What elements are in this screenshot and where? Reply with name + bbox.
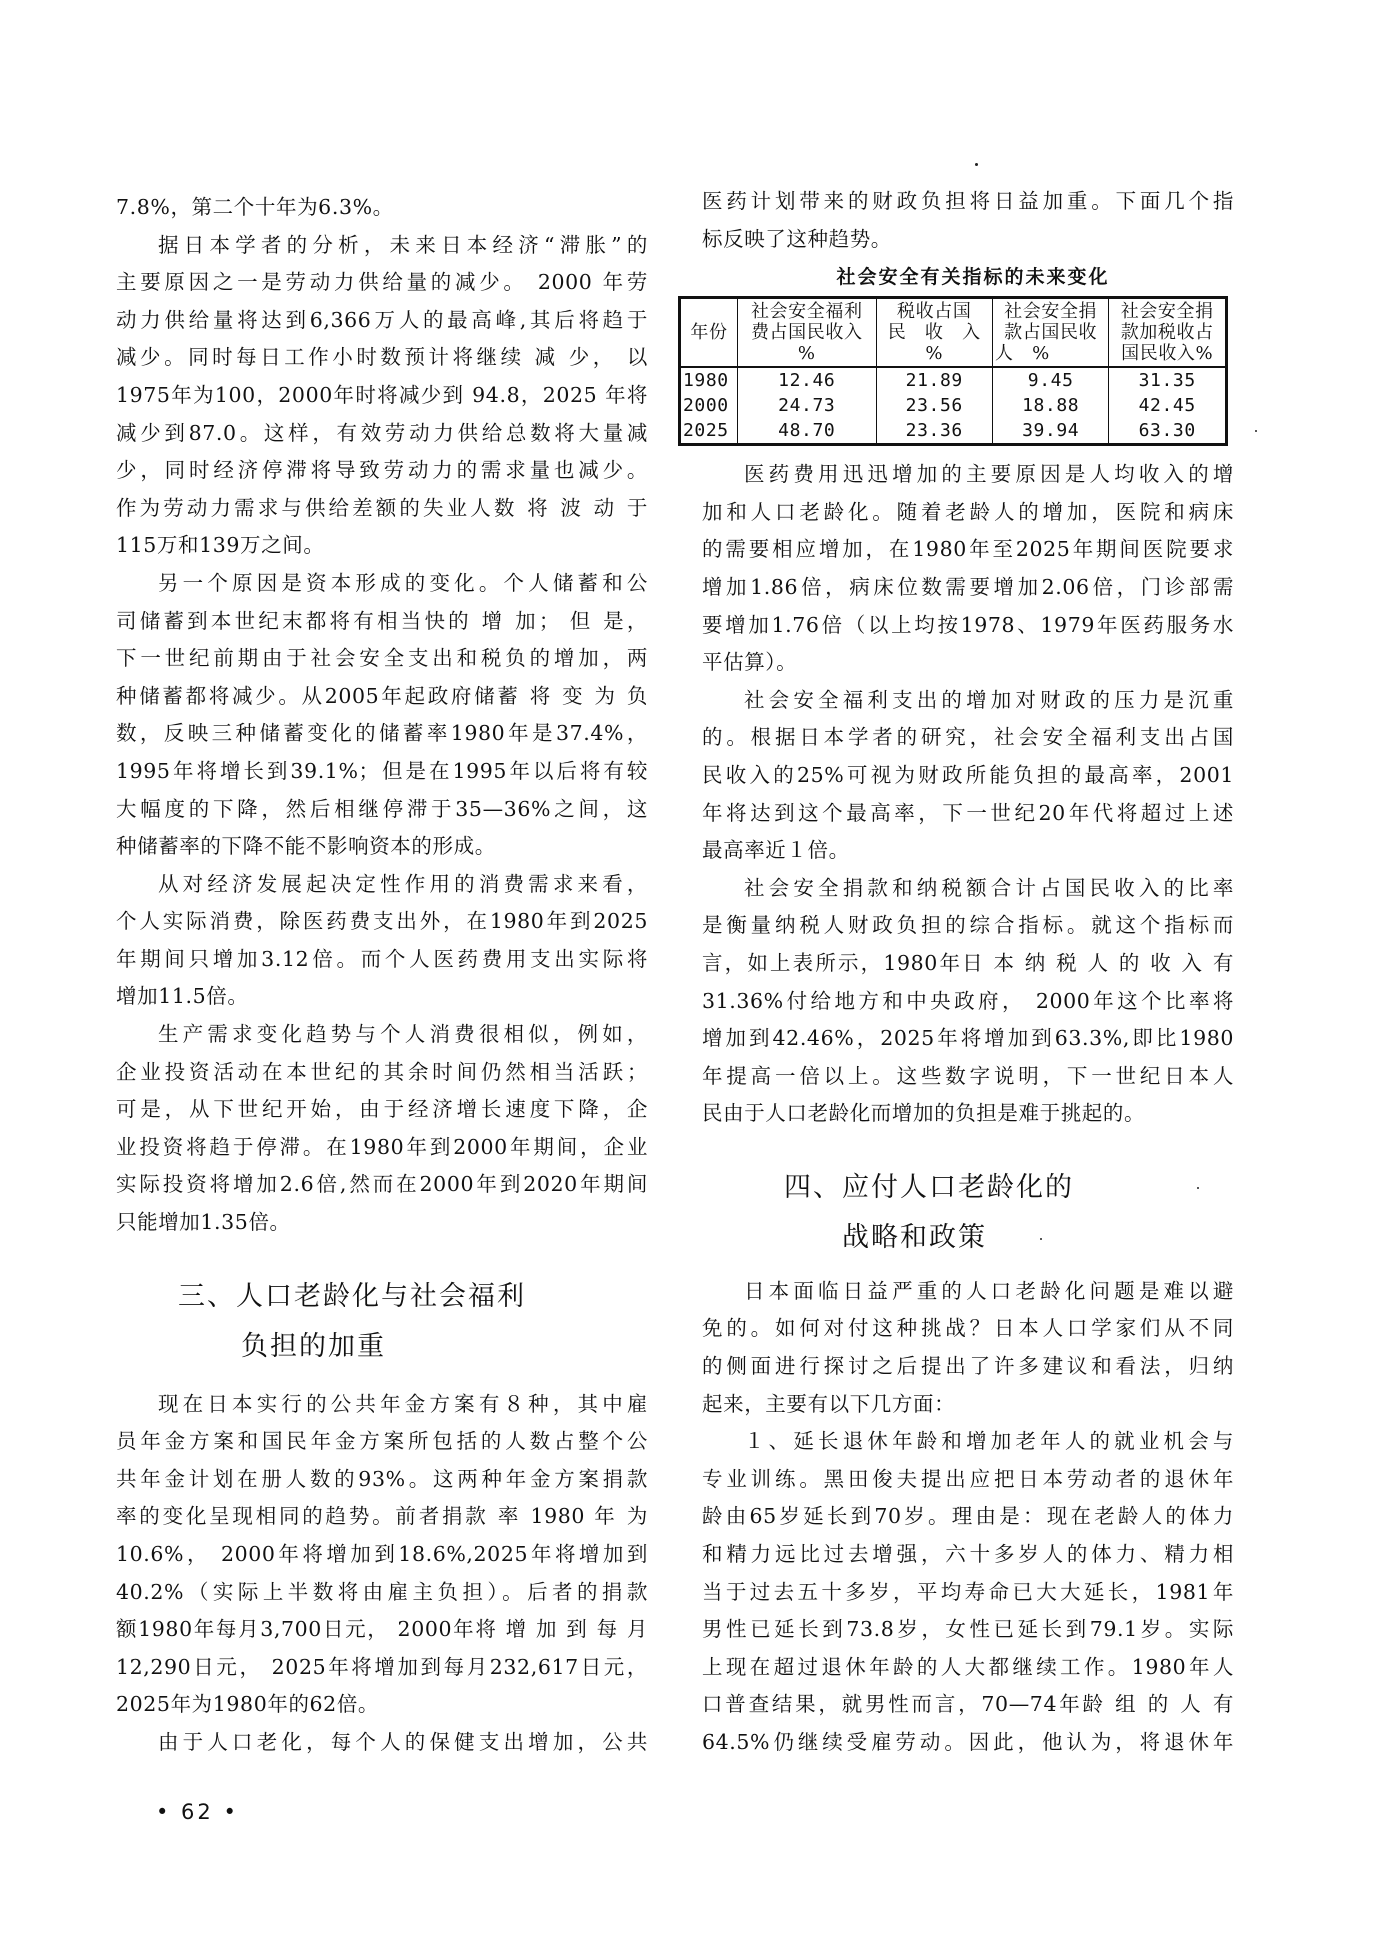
text-line: 平估算）。 (702, 650, 798, 675)
text-line: 1975年为100，2000年时将减少到 94.8，2025 年将 (116, 382, 648, 407)
text-line: 只能增加1.35倍。 (116, 1210, 291, 1235)
text-line: 实际投资将增加2.6倍,然而在2000年到2020年期间 (116, 1172, 648, 1197)
text-line: 民收入的25%可视为财政所能负担的最高率，2001 (702, 762, 1234, 787)
text-line: 12,290日元， 2025年将增加到每月232,617日元， (116, 1654, 648, 1679)
cell-contribution: 18.88 (992, 393, 1108, 418)
scan-speck (1255, 430, 1257, 432)
indicator-table (678, 296, 1228, 446)
text-line: 司储蓄到本世纪末都将有相当快的 增 加； 但 是， (116, 608, 648, 633)
text-line: 从对经济发展起决定性作用的消费需求来看， (158, 871, 648, 896)
scan-speck (975, 163, 978, 166)
text-line: 可是，从下世纪开始，由于经济增长速度下降，企 (116, 1097, 648, 1122)
column-header-year (680, 298, 738, 368)
text-line: 的侧面进行探讨之后提出了许多建议和看法，归纳 (702, 1354, 1234, 1379)
cell-contribution-plus-tax: 42.45 (1109, 393, 1227, 418)
text-line: 社会安全捐款和纳税额合计占国民收入的比率 (744, 875, 1234, 900)
text-line: 减少。同时每日工作小时数预计将继续 减 少， 以 (116, 345, 648, 370)
paragraph (116, 227, 648, 565)
spacer (702, 1133, 1234, 1163)
text-line: 民由于人口老龄化而增加的负担是难于挑起的。 (702, 1101, 1146, 1126)
text-line: 专业训练。黑田俊夫提出应把日本劳动者的退休年 (702, 1466, 1234, 1491)
cell-contribution: 39.94 (992, 418, 1108, 445)
header-text: 款加税收占 (1120, 322, 1214, 344)
text-line: 共年金计划在册人数的93%。这两种年金方案捐款 (116, 1466, 648, 1491)
cell-tax: 23.56 (876, 393, 992, 418)
text-line: 主要原因之一是劳动力供给量的减少。 2000 年劳 (116, 270, 648, 295)
text-line: 据日本学者的分析，未来日本经济“滞胀”的 (158, 232, 648, 257)
text-line: 加和人口老龄化。随着老龄人的增加，医院和病床 (702, 499, 1234, 524)
section-heading (702, 1163, 1234, 1263)
paragraph (116, 565, 648, 866)
header-text: 年份 (690, 322, 728, 344)
text-line: 最高率近１倍。 (702, 838, 850, 863)
cell-year: 2000 (683, 395, 729, 417)
section-heading (116, 1272, 648, 1372)
section-heading-line: 三、人口老龄化与社会福利 (178, 1280, 526, 1312)
right-column (683, 183, 1234, 1762)
text-line: 的。根据日本学者的研究，社会安全福利支出占国 (702, 725, 1234, 750)
text-line: 另一个原因是资本形成的变化。个人储蓄和公 (158, 570, 648, 595)
text-line: 年将达到这个最高率，下一世纪20年代将超过上述 (702, 800, 1234, 825)
left-column (116, 189, 648, 1762)
text-line: 作为劳动力需求与供给差额的失业人数 将 波 动 于 (116, 495, 648, 520)
text-line: 减少到87.0。这样，有效劳动力供给总数将大量减 (116, 420, 648, 445)
cell-tax: 21.89 (876, 367, 992, 393)
text-line: 增加1.86倍，病床位数需要增加2.06倍，门诊部需 (702, 574, 1234, 599)
text-line: 10.6%， 2000年将增加到18.6%,2025年将增加到 (116, 1542, 648, 1566)
scan-speck (1197, 1187, 1199, 1189)
text-line: 少，同时经济停滞将导致劳动力的需求量也减少。 (116, 458, 648, 483)
text-line: 大幅度的下降，然后相继停滞于35—36%之间，这 (116, 796, 648, 821)
text-line: 的需要相应增加，在1980年至2025年期间医院要求 (702, 537, 1234, 562)
text-line: 企业投资活动在本世纪的其余时间仍然相当活跃； (116, 1059, 648, 1084)
section-heading-line: 战略和政策 (842, 1221, 987, 1253)
table-title: 社会安全有关指标的未来变化 (836, 266, 1110, 289)
cell-welfare: 24.73 (738, 393, 877, 418)
text-line: 龄由65岁延长到70岁。理由是：现在老龄人的体力 (702, 1504, 1234, 1529)
text-line: 种储蓄都将减少。从2005年起政府储蓄 将 变 为 负 (116, 683, 648, 708)
paragraph (702, 1423, 1234, 1761)
text-line: 免的。如何对付这种挑战？日本人口学家们从不同 (702, 1316, 1234, 1341)
text-line: 额1980年每月3,700日元， 2000年将 增 加 到 每 月 (116, 1617, 648, 1642)
text-line: 员年金方案和国民年金方案所包括的人数占整个公 (116, 1429, 648, 1454)
table-row (680, 418, 1227, 445)
text-line: 男性已延长到73.8岁，女性已延长到79.1岁。实际 (702, 1617, 1234, 1642)
text-line: 生产需求变化趋势与个人消费很相似，例如， (158, 1022, 648, 1047)
text-line: 业投资将趋于停滞。在1980年到2000年期间，企业 (116, 1134, 648, 1159)
paragraph (702, 682, 1234, 870)
text-line: 种储蓄率的下降不能不影响资本的形成。 (116, 834, 496, 859)
text-line: 当于过去五十多岁，平均寿命已大大延长，1981年 (702, 1579, 1234, 1604)
header-text: 费占国民收入 (750, 322, 863, 344)
text-line: 现在日本实行的公共年金方案有８种，其中雇 (158, 1391, 648, 1416)
header-text: 社会安全捐 (1004, 301, 1098, 323)
column-header-welfare (738, 298, 877, 368)
text-line: 要增加1.76倍（以上均按1978、1979年医药服务水 (702, 612, 1234, 637)
section-heading-line: 四、应付人口老龄化的 (784, 1171, 1074, 1203)
text-line: 是衡量纳税人财政负担的综合指标。就这个指标而 (702, 913, 1234, 938)
text-line: 7.8%，第二个十年为6.3%。 (116, 195, 394, 219)
text-line: 1995年将增长到39.1%；但是在1995年以后将有较 (116, 758, 648, 783)
column-header-tax (876, 298, 992, 368)
text-line: 64.5%仍继续受雇劳动。因此，他认为，将退休年 (702, 1730, 1234, 1754)
header-text: 社会安全捐 (1120, 301, 1214, 323)
paragraph (702, 456, 1234, 682)
paragraph (116, 1386, 648, 1724)
text-line: 31.36%付给地方和中央政府， 2000年这个比率将 (702, 988, 1234, 1013)
header-text: % (925, 343, 944, 365)
scan-speck (1040, 1238, 1042, 1240)
column-header-contribution-plus-tax (1109, 298, 1227, 368)
text-line: 由于人口老化，每个人的保健支出增加，公共 (158, 1729, 648, 1754)
table-row (680, 393, 1227, 418)
section-heading-line: 负担的加重 (241, 1330, 386, 1362)
text-line: 和精力远比过去增强，六十多岁人的体力、精力相 (702, 1542, 1234, 1567)
text-line: 2025年为1980年的62倍。 (116, 1692, 380, 1717)
header-text: 税收占国 (897, 301, 972, 323)
paragraph (702, 1273, 1234, 1423)
cell-welfare: 12.46 (738, 367, 877, 393)
text-line: 率的变化呈现相同的趋势。前者捐款 率 1980 年 为 (116, 1504, 648, 1529)
text-line: 标反映了这种趋势。 (702, 226, 892, 251)
spacer (116, 1242, 648, 1272)
text-line: 个人实际消费，除医药费支出外，在1980年到2025 (116, 909, 648, 934)
text-line: １、延长退休年龄和增加老年人的就业机会与 (744, 1429, 1234, 1454)
paragraph (116, 1724, 648, 1762)
text-line: 医药计划带来的财政负担将日益加重。下面几个指 (702, 189, 1234, 213)
text-line: 医药费用迅迅增加的主要原因是人均收入的增 (744, 462, 1234, 487)
cell-contribution-plus-tax: 63.30 (1109, 418, 1227, 445)
text-line: 上现在超过退休年龄的人大都继续工作。1980年人 (702, 1654, 1234, 1679)
header-text: 国民收入% (1121, 343, 1214, 365)
cell-tax: 23.36 (876, 418, 992, 445)
header-text: 款占国民收 (1004, 322, 1098, 344)
text-line: 115万和139万之间。 (116, 533, 325, 558)
cell-year: 2025 (683, 420, 729, 442)
paragraph (702, 183, 1234, 258)
text-line: 日本面临日益严重的人口老龄化问题是难以避 (744, 1278, 1234, 1303)
spacer (702, 1263, 1234, 1273)
paragraph (702, 870, 1234, 1133)
table-row (680, 367, 1227, 393)
cell-contribution: 9.45 (992, 367, 1108, 393)
spacer (702, 446, 1234, 456)
header-text: % (797, 343, 816, 365)
text-line: 社会安全福利支出的增加对财政的压力是沉重 (744, 687, 1234, 712)
text-line: 40.2%（实际上半数将由雇主负担）。后者的捐款 (116, 1579, 648, 1604)
table-header-row (680, 298, 1227, 368)
text-line: 增加到42.46%，2025年将增加到63.3%,即比1980 (702, 1026, 1234, 1051)
paragraph (116, 866, 648, 1016)
text-line: 下一世纪前期由于社会安全支出和税负的增加，两 (116, 646, 648, 671)
cell-contribution-plus-tax: 31.35 (1109, 367, 1227, 393)
header-text: 社会安全福利 (750, 301, 863, 323)
text-line: 起来，主要有以下几方面： (702, 1391, 956, 1416)
paragraph (116, 189, 648, 227)
text-line: 动力供给量将达到6,366万人的最高峰,其后将趋于 (116, 307, 648, 332)
header-text: 人 % (994, 343, 1050, 365)
header-text: 民 收 入 (887, 322, 981, 344)
cell-welfare: 48.70 (738, 418, 877, 445)
text-line: 口普查结果，就男性而言，70—74年龄 组 的 人 有 (702, 1692, 1234, 1717)
spacer (116, 1372, 648, 1386)
text-line: 言，如上表所示，1980年日 本 纳 税 人 的 收 入 有 (702, 950, 1234, 975)
text-line: 年提高一倍以上。这些数字说明，下一世纪日本人 (702, 1063, 1234, 1088)
column-header-contribution (992, 298, 1108, 368)
cell-year: 1980 (683, 370, 729, 392)
page-number: • 62 • (156, 1800, 239, 1824)
text-line: 数，反映三种储蓄变化的储蓄率1980年是37.4%， (116, 721, 648, 746)
paragraph (116, 1016, 648, 1242)
text-line: 年期间只增加3.12倍。而个人医药费用支出实际将 (116, 946, 648, 971)
text-line: 增加11.5倍。 (116, 984, 249, 1009)
